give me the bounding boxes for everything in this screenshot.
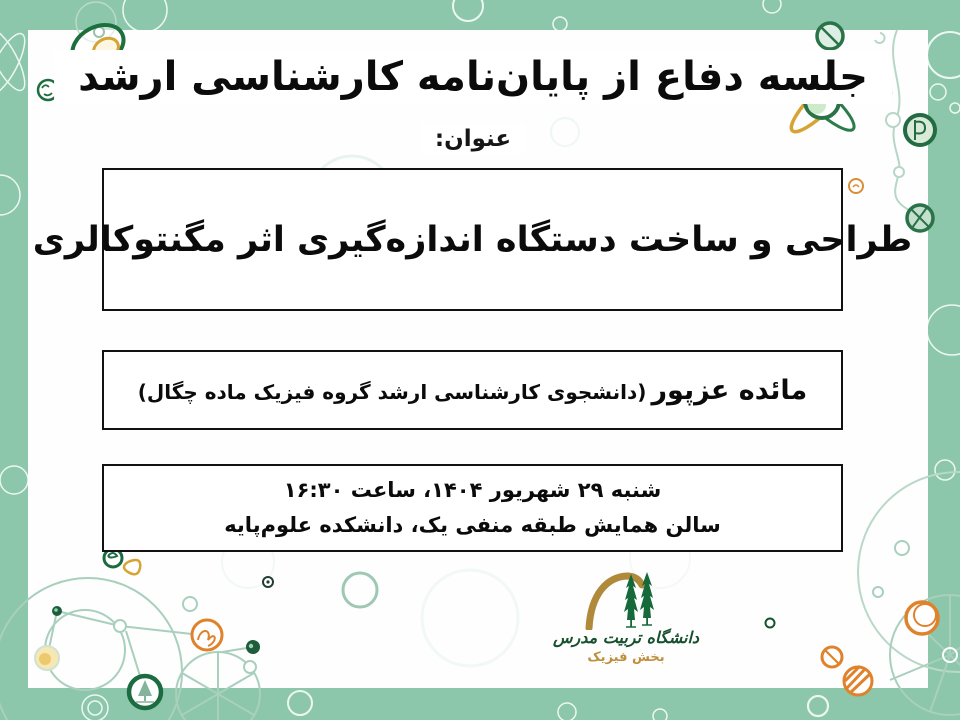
university-name: دانشگاه تربیت مدرس	[552, 628, 700, 647]
schedule-box	[102, 464, 843, 552]
thesis-title: طراحی و ساخت دستگاه اندازه‌گیری اثر مگنتوکالری	[32, 219, 913, 260]
student-name: مائده عزپور	[651, 374, 808, 406]
university-logo	[552, 570, 700, 665]
student-box	[102, 350, 843, 430]
session-title: جلسه دفاع از پایان‌نامه کارشناسی ارشد	[54, 50, 892, 104]
title-label: عنوان:	[421, 124, 525, 154]
department-name: بخش فیزیک	[587, 650, 665, 665]
schedule-location: سالن همایش طبقه منفی یک، دانشکده علوم‌پایه	[224, 513, 721, 537]
student-affiliation: (دانشجوی کارشناسی ارشد گروه فیزیک ماده چگال)	[137, 379, 647, 404]
bottom-right-doodles	[822, 602, 938, 695]
bottom-left-doodles	[35, 549, 273, 708]
university-emblem-icon	[581, 570, 671, 630]
schedule-datetime: شنبه ۲۹ شهریور ۱۴۰۴، ساعت ۱۶:۳۰	[283, 478, 662, 502]
student-line	[138, 375, 808, 406]
thesis-title-box	[32, 168, 913, 311]
